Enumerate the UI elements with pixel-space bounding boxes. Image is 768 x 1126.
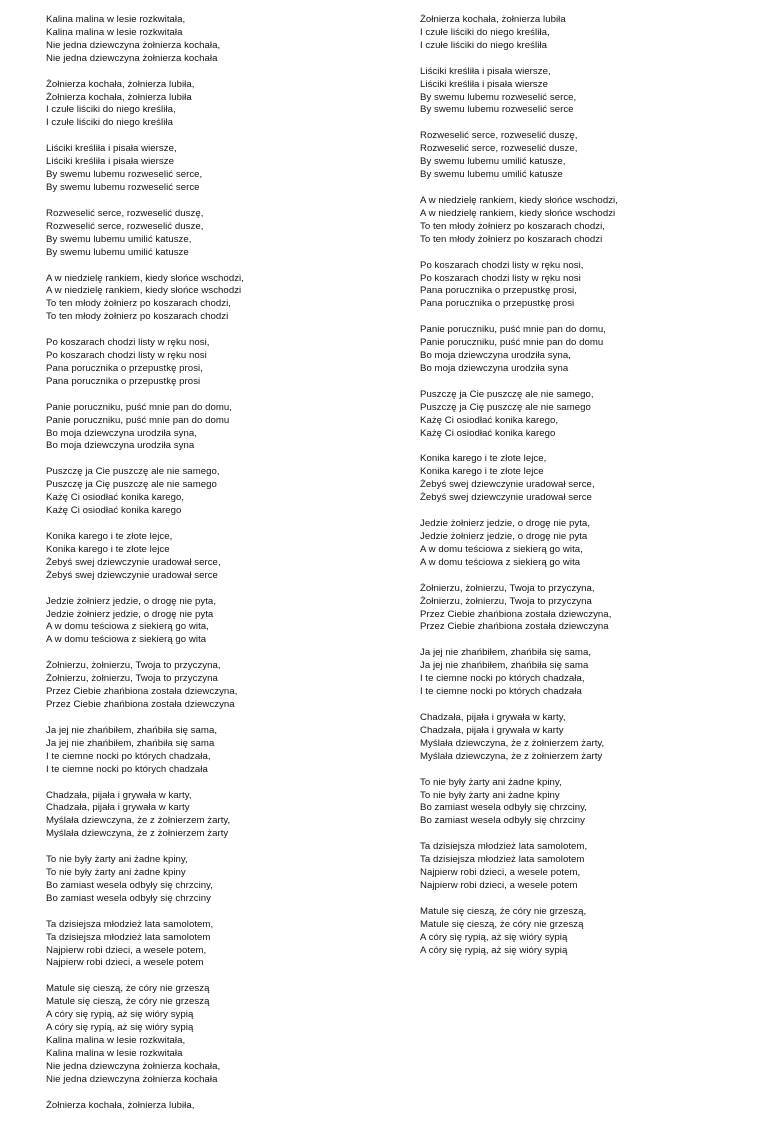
lyric-line: Przez Ciebie zhańbiona została dziewczyna, (46, 686, 238, 698)
lyric-line: I czułe liściki do niego kreśliła, (420, 26, 550, 38)
lyric-line: Żołnierzu, żołnierzu, Twoja to przyczyna (420, 595, 592, 607)
stanza (46, 854, 376, 906)
lyric-line: To ten młody żołnierz po koszarach chodzi, (46, 298, 232, 310)
lyric-line: Myślała dziewczyna, że z żołnierzem żarty (420, 750, 603, 762)
lyric-line: Po koszarach chodzi listy w ręku nosi, (420, 259, 584, 271)
stanza (420, 260, 750, 312)
lyric-line: Panie poruczniku, puść mnie pan do domu, (46, 401, 232, 413)
lyric-line: Pana porucznika o przepustkę prosi, (46, 362, 203, 374)
stanza (46, 14, 376, 66)
stanza (420, 712, 750, 764)
lyric-line: Liściki kreśliła i pisała wiersze, (420, 65, 551, 77)
stanza (46, 466, 376, 518)
lyric-line: By swemu lubemu umilić katusze (46, 246, 189, 258)
lyric-line: Żołnierzu, żołnierzu, Twoja to przyczyna, (46, 660, 221, 672)
lyric-line: To ten młody żołnierz po koszarach chodzi (420, 233, 603, 245)
lyric-line: Żołnierzu, żołnierzu, Twoja to przyczyna (46, 673, 218, 685)
lyric-line: To nie były żarty ani żadne kpiny, (420, 776, 562, 788)
lyric-line: Matule się cieszą, że córy nie grzeszą (420, 918, 584, 930)
lyric-line: To ten młody żołnierz po koszarach chodzi, (420, 220, 606, 232)
lyric-line: A córy się rypią, aż się wióry sypią (46, 1009, 194, 1021)
lyric-line: Liściki kreśliła i pisała wiersze (420, 78, 549, 90)
lyric-line: Myślała dziewczyna, że z żołnierzem żarty, (46, 815, 231, 827)
lyric-line: Bo moja dziewczyna urodziła syna (46, 440, 195, 452)
lyric-line: Najpierw robi dzieci, a wesele potem (46, 957, 204, 969)
lyric-line: Liściki kreśliła i pisała wiersze (46, 156, 175, 168)
lyric-line: Pana porucznika o przepustkę prosi (46, 375, 201, 387)
stanza (420, 389, 750, 441)
lyric-line: Ja jej nie zhańbiłem, zhańbiła się sama (46, 737, 215, 749)
lyric-line: Puszczę ja Cie puszczę ale nie samego, (420, 388, 594, 400)
lyric-line: Pana porucznika o przepustkę prosi, (420, 285, 577, 297)
lyric-line: Kalina malina w lesie rozkwitała, (46, 1035, 186, 1046)
lyric-line: Żebyś swej dziewczynie uradował serce, (46, 556, 221, 568)
lyric-line: A w niedzielę rankiem, kiedy słońce wschodzi (46, 285, 242, 297)
lyric-line: Żebyś swej dziewczynie uradował serce (46, 569, 218, 581)
stanza (420, 906, 750, 958)
lyrics-column-left (46, 14, 376, 1126)
lyric-line: Matule się cieszą, że córy nie grzeszą, (420, 905, 587, 917)
lyric-line: Nie jedna dziewczyna żołnierza kochała, (46, 1060, 221, 1072)
lyric-line: By swemu lubemu rozweselić serce (420, 104, 574, 116)
lyric-line: By swemu lubemu rozweselić serce (46, 181, 200, 193)
lyric-line: I czułe liściki do niego kreśliła (420, 39, 547, 51)
lyric-line: Bo zamiast wesela odbyły się chrzciny (420, 815, 586, 827)
lyric-line: Jedzie żołnierz jedzie, o drogę nie pyta (420, 531, 588, 542)
lyric-line: I czułe liściki do niego kreśliła (46, 117, 173, 129)
lyric-line: Przez Ciebie zhańbiona została dziewczyna, (420, 608, 612, 620)
lyric-line: Żołnierza kochała, żołnierza lubiła, (46, 1099, 195, 1111)
lyric-line: Bo zamiast wesela odbyły się chrzciny, (46, 879, 214, 891)
lyric-line: Ja jej nie zhańbiłem, zhańbiła się sama (420, 660, 589, 672)
lyric-line: Kalina malina w lesie rozkwitała, (46, 14, 186, 25)
lyric-line: Myślała dziewczyna, że z żołnierzem żarty (46, 828, 229, 840)
lyric-line: A w niedzielę rankiem, kiedy słońce wschodzi, (420, 194, 618, 206)
lyric-line: By swemu lubemu umilić katusze, (420, 156, 566, 168)
lyric-line: Przez Ciebie zhańbiona została dziewczyna (420, 621, 609, 633)
lyric-line: Ta dzisiejsza młodzież lata samolotem, (46, 918, 214, 930)
lyric-line: Po koszarach chodzi listy w ręku nosi (46, 350, 207, 362)
lyric-line: Po koszarach chodzi listy w ręku nosi, (46, 337, 210, 349)
lyric-line: Rozweselić serce, rozweselić dusze, (420, 143, 578, 155)
lyric-line: Chadzała, pijała i grywała w karty, (420, 711, 566, 723)
stanza (46, 790, 376, 842)
stanza (420, 195, 750, 247)
lyric-line: Puszczę ja Cię puszczę ale nie samego (46, 479, 217, 491)
lyric-line: Konika karego i te złote lejce (46, 543, 170, 555)
lyric-line: Kalina malina w lesie rozkwitała (46, 1047, 183, 1059)
lyric-line: Nie jedna dziewczyna żołnierza kochała (46, 1073, 218, 1085)
lyric-line: A córy się rypią, aż się wióry sypią (420, 931, 568, 943)
lyric-line: By swemu lubemu umilić katusze, (46, 233, 192, 245)
lyric-line: By swemu lubemu umilić katusze (420, 169, 563, 181)
stanza (46, 531, 376, 583)
lyric-line: Panie poruczniku, puść mnie pan do domu (420, 337, 604, 349)
lyric-line: Konika karego i te złote lejce (420, 466, 544, 478)
lyric-line: Chadzała, pijała i grywała w karty (46, 802, 190, 814)
lyric-line: Żołnierza kochała, żołnierza lubiła (46, 91, 192, 103)
lyric-line: To nie były żarty ani żadne kpiny (420, 789, 560, 801)
stanza (420, 518, 750, 570)
lyric-line: I czułe liściki do niego kreśliła, (46, 104, 176, 116)
lyric-line: A w domu teściowa z siekierą go wita (46, 634, 207, 646)
lyric-line: Jedzie żołnierz jedzie, o drogę nie pyta, (46, 595, 217, 607)
lyric-line: Ja jej nie zhańbiłem, zhańbiła się sama, (420, 647, 592, 659)
lyric-line: Puszczę ja Cię puszczę ale nie samego (420, 401, 591, 413)
lyric-line: Konika karego i te złote lejce, (420, 453, 547, 465)
stanza (46, 208, 376, 260)
lyric-line: Konika karego i te złote lejce, (46, 531, 173, 542)
lyric-line: Matule się cieszą, że córy nie grzeszą (46, 983, 210, 995)
lyric-line: A w domu teściowa z siekierą go wita, (420, 543, 583, 555)
lyric-line: Jedzie żołnierz jedzie, o drogę nie pyta, (420, 518, 591, 530)
lyric-line: I te ciemne nocki po których chadzała (46, 763, 208, 775)
stanza (420, 130, 750, 182)
lyric-line: Chadzała, pijała i grywała w karty, (46, 789, 192, 801)
lyric-line: A córy się rypią, aż się wióry sypią (420, 944, 568, 956)
lyric-line: By swemu lubemu rozweselić serce, (420, 91, 577, 103)
stanza (46, 1100, 376, 1113)
lyric-line: Myślała dziewczyna, że z żołnierzem żarty, (420, 737, 605, 749)
lyric-line: Panie poruczniku, puść mnie pan do domu (46, 414, 230, 426)
stanza (420, 66, 750, 118)
lyric-line: Każę Ci osiodłać konika karego, (420, 414, 559, 426)
lyric-line: Każę Ci osiodłać konika karego, (46, 492, 185, 504)
stanza (46, 337, 376, 389)
lyric-line: Bo moja dziewczyna urodziła syna (420, 362, 569, 374)
stanza (46, 660, 376, 712)
lyric-line: I te ciemne nocki po których chadzała, (46, 750, 211, 762)
lyric-line: To ten młody żołnierz po koszarach chodzi (46, 311, 229, 323)
lyric-line: Ta dzisiejsza młodzież lata samolotem (46, 931, 211, 943)
lyric-line: Najpierw robi dzieci, a wesele potem, (46, 944, 207, 956)
lyric-line: Ta dzisiejsza młodzież lata samolotem (420, 854, 585, 866)
lyric-line: Ta dzisiejsza młodzież lata samolotem, (420, 841, 588, 853)
lyric-line: Żebyś swej dziewczynie uradował serce, (420, 479, 595, 491)
lyric-line: Żebyś swej dziewczynie uradował serce (420, 492, 592, 504)
lyric-line: Puszczę ja Cie puszczę ale nie samego, (46, 466, 220, 478)
stanza (420, 583, 750, 635)
stanza (46, 273, 376, 325)
lyric-line: Bo zamiast wesela odbyły się chrzciny, (420, 802, 588, 814)
stanza (46, 596, 376, 648)
lyric-line: Żołnierzu, żołnierzu, Twoja to przyczyna, (420, 582, 595, 594)
lyric-line: Żołnierza kochała, żołnierza lubiła, (46, 78, 195, 90)
lyric-line: I te ciemne nocki po których chadzała, (420, 673, 585, 685)
lyric-line: Bo moja dziewczyna urodziła syna, (420, 350, 571, 362)
lyric-line: Bo zamiast wesela odbyły się chrzciny (46, 892, 212, 904)
stanza (46, 983, 376, 1086)
stanza (420, 777, 750, 829)
stanza (420, 647, 750, 699)
lyric-line: Każę Ci osiodłać konika karego (46, 505, 182, 517)
lyric-line: Każę Ci osiodłać konika karego (420, 427, 556, 439)
lyric-line: Najpierw robi dzieci, a wesele potem (420, 879, 578, 891)
lyric-line: Żołnierza kochała, żołnierza lubiła (420, 14, 566, 25)
stanza (46, 143, 376, 195)
lyric-line: A w niedzielę rankiem, kiedy słońce wschodzi (420, 207, 616, 219)
stanza (46, 919, 376, 971)
lyric-line: Kalina malina w lesie rozkwitała (46, 26, 183, 38)
lyric-line: Bo moja dziewczyna urodziła syna, (46, 427, 197, 439)
lyric-line: To nie były żarty ani żadne kpiny, (46, 854, 188, 866)
stanza (420, 453, 750, 505)
lyric-line: To nie były żarty ani żadne kpiny (46, 867, 186, 879)
lyric-line: Rozweselić serce, rozweselić dusze, (46, 220, 204, 232)
lyric-line: Matule się cieszą, że córy nie grzeszą (46, 996, 210, 1008)
lyric-line: A w niedzielę rankiem, kiedy słońce wschodzi, (46, 272, 244, 284)
lyric-line: Po koszarach chodzi listy w ręku nosi (420, 272, 581, 284)
lyric-line: Najpierw robi dzieci, a wesele potem, (420, 867, 581, 879)
lyric-line: Liściki kreśliła i pisała wiersze, (46, 143, 177, 155)
stanza (420, 324, 750, 376)
lyric-line: Chadzała, pijała i grywała w karty (420, 724, 564, 736)
lyric-line: Pana porucznika o przepustkę prosi (420, 298, 575, 310)
lyric-line: A w domu teściowa z siekierą go wita (420, 556, 581, 568)
lyric-line: Ja jej nie zhańbiłem, zhańbiła się sama, (46, 724, 218, 736)
lyric-line: I te ciemne nocki po których chadzała (420, 686, 582, 698)
lyric-line: Nie jedna dziewczyna żołnierza kochała (46, 52, 218, 64)
lyric-line: Rozweselić serce, rozweselić duszę, (420, 130, 578, 142)
lyric-line: By swemu lubemu rozweselić serce, (46, 169, 203, 181)
lyric-line: Przez Ciebie zhańbiona została dziewczyna (46, 698, 235, 710)
lyric-line: A córy się rypią, aż się wióry sypią (46, 1022, 194, 1034)
lyrics-column-right (420, 14, 750, 970)
lyric-line: Nie jedna dziewczyna żołnierza kochała, (46, 39, 221, 51)
stanza (420, 14, 750, 53)
lyric-line: Jedzie żołnierz jedzie, o drogę nie pyta (46, 608, 214, 620)
stanza (46, 79, 376, 131)
stanza (46, 725, 376, 777)
stanza (420, 841, 750, 893)
lyric-line: A w domu teściowa z siekierą go wita, (46, 621, 209, 633)
lyric-line: Rozweselić serce, rozweselić duszę, (46, 207, 204, 219)
lyric-line: Panie poruczniku, puść mnie pan do domu, (420, 324, 606, 336)
stanza (46, 402, 376, 454)
